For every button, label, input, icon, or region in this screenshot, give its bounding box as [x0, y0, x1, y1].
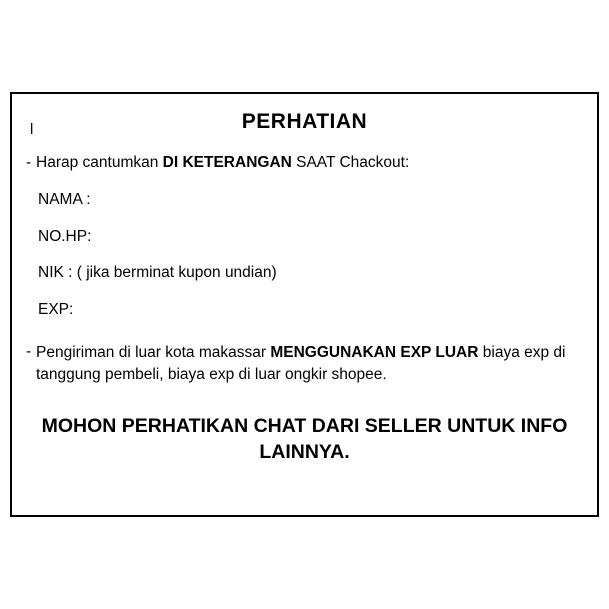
field-nik: NIK : ( jika berminat kupon undian): [38, 264, 277, 282]
shipping-note-row: [26, 342, 583, 387]
instruction-emphasis: DI KETERANGAN: [162, 154, 292, 172]
shipping-note-prefix: Pengiriman di luar kota makassar: [36, 343, 271, 361]
shipping-note-emphasis: MENGGUNAKAN EXP LUAR: [270, 343, 479, 361]
page-title: PERHATIAN: [241, 110, 368, 133]
shipping-note-suffix: biaya exp di tanggung pembeli, biaya exp di luar ongkir shopee.: [36, 343, 566, 384]
instruction-row: [26, 153, 583, 173]
stray-mark: l: [30, 121, 34, 138]
instruction-suffix: SAAT Chackout:: [291, 154, 410, 172]
footer-notice: MOHON PERHATIKAN CHAT DARI SELLER UNTUK INFO LAINNYA.: [41, 414, 568, 463]
field-nama: NAMA :: [38, 191, 91, 209]
notice-content: [12, 94, 597, 515]
instruction-text: [36, 153, 583, 173]
field-nohp: NO.HP:: [38, 227, 92, 245]
notice-box: [10, 92, 599, 517]
field-exp: EXP:: [38, 301, 74, 319]
shipping-note-text: [36, 342, 583, 387]
instruction-dash: -: [26, 154, 32, 172]
instruction-prefix: Harap cantumkan: [36, 154, 163, 172]
shipping-note-dash: -: [26, 342, 32, 360]
